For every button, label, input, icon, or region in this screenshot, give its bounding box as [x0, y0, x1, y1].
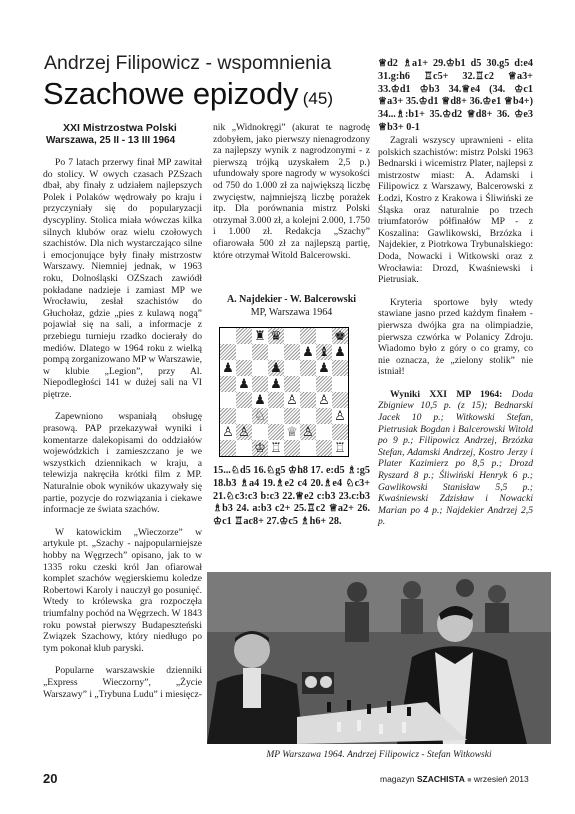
board-square-d4 — [268, 392, 284, 408]
board-square-a8 — [220, 328, 236, 344]
board-square-d7 — [268, 344, 284, 360]
board-square-c5 — [252, 376, 268, 392]
board-square-b5 — [236, 376, 252, 392]
chess-piece: ♟ — [254, 392, 266, 408]
board-square-h2 — [332, 424, 348, 440]
board-square-f6 — [300, 360, 316, 376]
paragraph: nik „Widnokręgi” (akurat te nagrodę zdobyłem, jako pierwszy nienagrodzony za najlepszy wynik z nagrodzonymi - z pierwszą trójką uzyskałem 2,5 p.) ufundowały spore nagrody w wysokości od 750 do 1.000 zł za największą liczbę zwycięstw, najmniejszą liczbę porażek itp. Dla porównania mistrz Polski otrzymał 3.000 zł, a kolejni 2.000, 1.750 i 1.000 zł. Redakcja „Szachy” ofiarowała 500 zł za najlepszą partię, które otrzymał Witold Balcerowski. — [213, 122, 370, 261]
board-square-d2 — [268, 424, 284, 440]
chess-piece: ♘ — [254, 408, 266, 424]
board-square-d6 — [268, 360, 284, 376]
title-text: Szachowe epizody — [43, 76, 299, 111]
board-square-d5 — [268, 376, 284, 392]
board-square-a7 — [220, 344, 236, 360]
board-square-a4 — [220, 392, 236, 408]
issue-date: wrzesień 2013 — [473, 774, 529, 784]
left-column-text — [43, 157, 202, 700]
board-square-g6 — [316, 360, 332, 376]
board-square-h1 — [332, 440, 348, 456]
board-square-f5 — [300, 376, 316, 392]
chess-piece: ♜ — [254, 328, 266, 344]
chess-piece: ♙ — [318, 392, 330, 408]
board-square-b2 — [236, 424, 252, 440]
board-square-c1 — [252, 440, 268, 456]
board-square-e8 — [284, 328, 300, 344]
board-square-d3 — [268, 408, 284, 424]
board-square-c3 — [252, 408, 268, 424]
chess-piece: ♙ — [334, 408, 346, 424]
chess-piece: ♝ — [318, 344, 330, 360]
board-square-a6 — [220, 360, 236, 376]
chess-piece: ♟ — [334, 344, 346, 360]
board-square-h8 — [332, 328, 348, 344]
results-text: Doda Zbigniew 10,5 p. (z 15); Bednarski Jacek 10 p.; Witkowski Stefan, Pietrusiak Bogdan i Balcerowski Witold po 9 p.; Filipowicz Andrzej, Brzózka Stefan, Adamski Andrzej, Kostro Jerzy i Plater Kazimierz po 8,5 p.; Drozd Ryszard 8 p.; Śliwiński Henryk 6 p.; Gawlikowski Stanisław 5,5 p.; Kwaśniewski Zdzisław i Nowacki Marian po 4 p.; Najdekier Andrzej 2,5 p. — [378, 388, 533, 528]
board-square-c8 — [252, 328, 268, 344]
chess-piece: ♟ — [270, 376, 282, 392]
board-square-h5 — [332, 376, 348, 392]
board-square-a2 — [220, 424, 236, 440]
board-square-f4 — [300, 392, 316, 408]
chess-piece: ♟ — [302, 344, 314, 360]
board-square-h3 — [332, 408, 348, 424]
chess-piece: ♔ — [254, 440, 266, 456]
chess-piece: ♟ — [222, 360, 234, 376]
footer-separator: ■ — [467, 777, 472, 784]
chess-piece: ♟ — [318, 360, 330, 376]
board-square-g7 — [316, 344, 332, 360]
board-square-e6 — [284, 360, 300, 376]
board-square-b7 — [236, 344, 252, 360]
game-moves-part2: ♕d2 ♗a1+ 29.♔b1 d5 30.g5 d:e4 31.g:h6 ♖c5+ 32.♖c2 ♕a3+ 33.♔d1 ♔b3 34.♕e4 (34. ♔c1 ♕a3+ 35.♔d1 ♕d8+ 36.♔e1 ♕b4+) 34...♗:b1+ 35.♔d2 ♕d8+ 36. ♔e3 ♕b3+ 0-1 — [378, 58, 533, 133]
board-square-e5 — [284, 376, 300, 392]
episode-number: (45) — [302, 89, 333, 108]
board-square-c2 — [252, 424, 268, 440]
board-square-b3 — [236, 408, 252, 424]
board-square-a3 — [220, 408, 236, 424]
board-square-g1 — [316, 440, 332, 456]
paragraph: Po 7 latach przerwy finał MP zawitał do stolicy. W owych czasach PZSzach dbał, aby finały z udziałem najlepszych Polek i Polaków wędrowały po kraju i przyczyniały się do popularyzacji dyscypliny. Stolica miała wówczas kilka silnych klubów oraz wielu czołowych szachistów. Dla nich wystarczająco silne i emocjonujące były finały mistrzostw Warszawy. Niemniej jednak, w 1963 roku, Dolnośląski OZSzach zawiódł pokładane nadzieje i zamiast MP we Wrocławiu, zesłał szachistów do Głuchołaz, gdzie „pies z kulawą nogą” pojawiał się na sali, a informacje z przebiegu turnieju rzadko docierały do mediów. Dlatego w 1964 roku z wielką pompą zorganizowano MP w Warszawie, w klubie „Legion”, przy Al. Niepodległości 141 w dużej sali na VI piętrze. — [43, 157, 202, 400]
results-label: Wyniki XXI MP 1964: — [390, 388, 503, 400]
footer-issue-info — [380, 774, 529, 784]
board-square-h4 — [332, 392, 348, 408]
chess-piece: ♚ — [334, 328, 346, 344]
board-square-f7 — [300, 344, 316, 360]
article-kicker: Andrzej Filipowicz - wspomnienia — [44, 52, 332, 74]
photo-caption: MP Warszawa 1964. Andrzej Filipowicz - Stefan Witkowski — [266, 750, 492, 760]
paragraph: Zagrali wszyscy uprawnieni - elita polskich szachistów: mistrz Polski 1963 Bednarski i wicemistrz Plater, najlepsi z mistrzostw miast: A. Adamski i Filipowicz z Warszawy, Balcerowski z Łodzi, Kostro z Krakowa i Śliwiński ze Śląska oraz naturalnie po trzech triumfatorów półfinałów MP - z Koszalina: Gawlikowski, Brzózka i Najdekier, z Piotrkowa Trybunalskiego: Doda, Nowacki i Witkowski oraz z Wrocławia: Drozd, Kwaśniewski i Pietrusiak. — [378, 135, 533, 286]
right-column-text — [378, 135, 533, 528]
board-square-e1 — [284, 440, 300, 456]
board-square-a1 — [220, 440, 236, 456]
paragraph: Kryteria sportowe były wtedy stawiane jasno przed każdym finałem - pierwsza dwójka gra na olimpiadzie, pierwsza czwórka w Polanicy Zdroju. Wiadomo było z góry o co gramy, co nie oznacza, że „zielony stolik” nie istniał! — [378, 296, 533, 378]
chess-piece: ♙ — [222, 424, 234, 440]
board-square-f3 — [300, 408, 316, 424]
board-square-d8 — [268, 328, 284, 344]
board-square-a5 — [220, 376, 236, 392]
board-square-c7 — [252, 344, 268, 360]
board-square-g3 — [316, 408, 332, 424]
board-square-d1 — [268, 440, 284, 456]
middle-column-text — [213, 122, 370, 261]
chess-piece: ♕ — [286, 424, 298, 440]
magazine-prefix: magazyn — [380, 774, 415, 784]
board-square-h6 — [332, 360, 348, 376]
chess-piece: ♙ — [302, 424, 314, 440]
board-square-b6 — [236, 360, 252, 376]
board-square-f1 — [300, 440, 316, 456]
board-square-g4 — [316, 392, 332, 408]
chess-piece: ♛ — [270, 328, 282, 344]
board-square-f2 — [300, 424, 316, 440]
chess-piece: ♙ — [286, 392, 298, 408]
board-square-g8 — [316, 328, 332, 344]
page-number: 20 — [43, 771, 58, 786]
tournament-photo — [207, 572, 551, 744]
chess-piece: ♙ — [238, 424, 250, 440]
board-square-g5 — [316, 376, 332, 392]
board-square-c4 — [252, 392, 268, 408]
board-square-e3 — [284, 408, 300, 424]
board-square-e7 — [284, 344, 300, 360]
chess-diagram — [219, 327, 349, 457]
chess-piece: ♟ — [238, 376, 250, 392]
article-title — [43, 76, 333, 112]
game-event: MP, Warszawa 1964 — [250, 307, 333, 318]
paragraph: Zapewniono wspaniałą obsługę prasową. PAP przekazywał wyniki i komentarze dalekopisami do oddziałów wojewódzkich i zamieszczano je we wszystkich dziennikach w kraju, a telewizja nakręciła krótki film z MP. Naturalnie obok wyników ukazywały się partie, pozycje do rozwiązania i ciekawe informacje ze świata szachów. — [43, 411, 202, 516]
photo-illustration — [207, 572, 551, 744]
board-square-b4 — [236, 392, 252, 408]
board-square-h7 — [332, 344, 348, 360]
board-square-b1 — [236, 440, 252, 456]
results-paragraph — [378, 389, 533, 528]
board-square-f8 — [300, 328, 316, 344]
event-name: XXI Mistrzostwa Polski — [63, 122, 177, 134]
chess-piece: ♟ — [270, 360, 282, 376]
board-square-c6 — [252, 360, 268, 376]
paragraph: W katowickim „Wieczorze” w artykule pt. „Szachy - najpopularniejsze hobby na Węgrzech” opisano, jak to w 1335 roku czeski król Jan ofiarował komplet szachów węgierskiemu koledze Robertowi Karoly i nauczył go posunięć. Wtedy to królewska gra rozpoczęła triumfalny pochód na Węgrzech. W 1843 roku powstał pierwszy Budapeszteński Związek Szachowy, który niedługo po tym pokonał klub paryski. — [43, 526, 202, 654]
board-square-e2 — [284, 424, 300, 440]
magazine-name: SZACHISTA — [416, 774, 465, 784]
paragraph: Popularne warszawskie dzienniki „Express Wieczorny”, „Życie Warszawy” i „Trybuna Ludu” i miesięcz- — [43, 665, 202, 700]
board-square-e4 — [284, 392, 300, 408]
board-square-g2 — [316, 424, 332, 440]
game-moves-part1: 15...♘d5 16.♘g5 ♔h8 17. e:d5 ♗:g5 18.b3 ♗a4 19.♗e2 c4 20.♗e4 ♘c3+ 21.♘c3:c3 b:c3 22.♕e2 c:b3 23.c:b3 ♗b3 24. a:b3 c2+ 25.♖c2 ♕a2+ 26. ♔c1 ♖ac8+ 27.♔c5 ♗h6+ 28. — [213, 465, 370, 528]
game-players: A. Najdekier - W. Balcerowski — [226, 294, 357, 305]
chess-piece: ♖ — [270, 440, 282, 456]
event-place-date: Warszawa, 25 II - 13 III 1964 — [46, 135, 176, 146]
chess-piece: ♖ — [334, 440, 346, 456]
board-square-b8 — [236, 328, 252, 344]
